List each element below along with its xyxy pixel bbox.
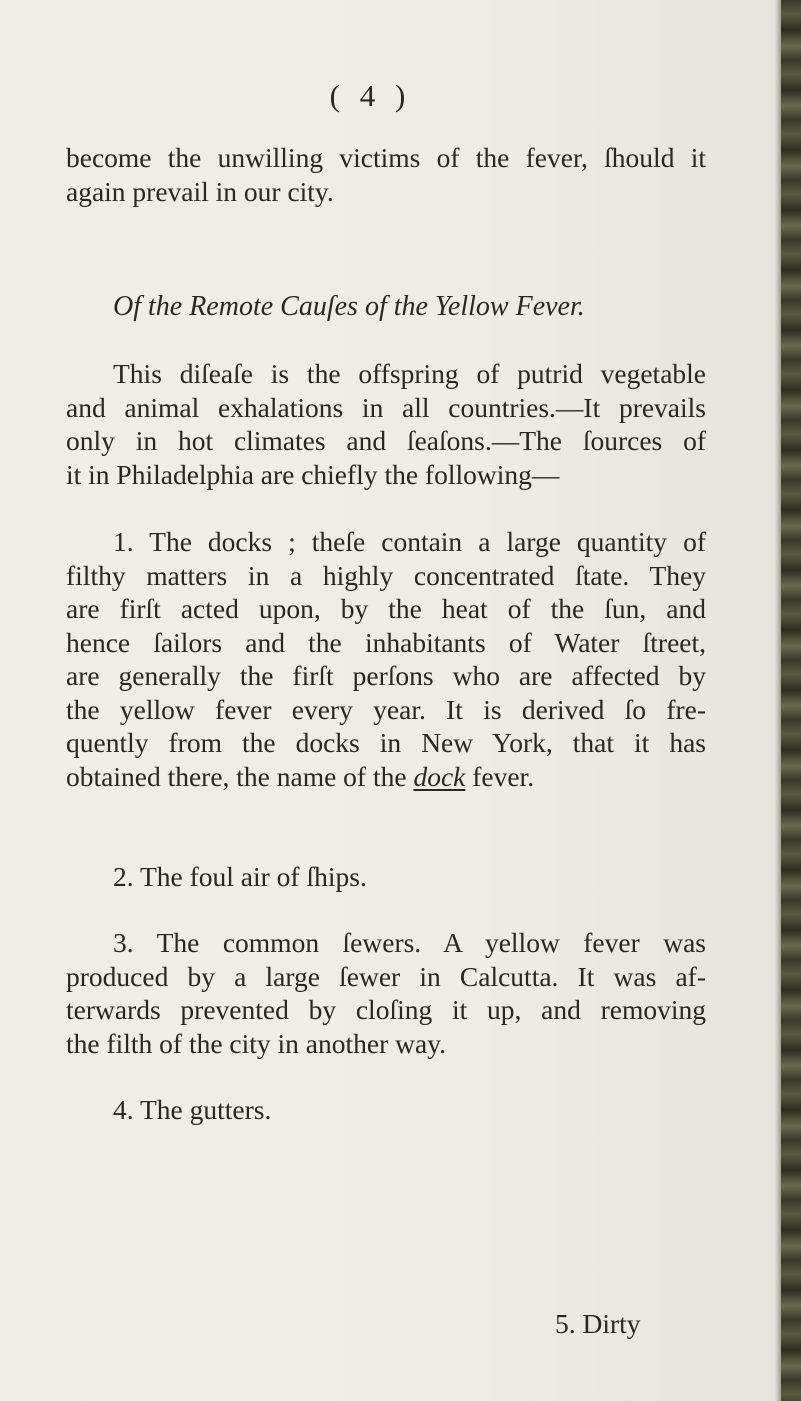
text-line: This diſeaſe is the offspring of putrid vegetable [113,358,706,389]
page-number: ( 4 ) [329,78,412,113]
catchword: 5. Dirty [555,1308,641,1339]
text-line: 4. The gutters. [113,1094,272,1125]
text-line: and animal exhalations in all countries.—It prevails [66,391,706,423]
text-line: terwards prevented by cloſing it up, and removing [66,994,706,1025]
paragraph-docks [66,525,706,793]
text-line: filthy matters in a highly concentrated ſtate. They [66,559,706,591]
adjacent-page-edge [781,0,801,1401]
section-heading: Of the Remote Cauſes of the Yellow Fever. [113,291,585,322]
opening-lines [66,141,706,208]
text-line: 1. The docks ; theſe contain a large quantity of [113,526,706,557]
text-line: the filth of the city in another way. [66,1027,447,1059]
text-line: it in Philadelphia are chiefly the following— [66,458,560,490]
paragraph-sewers [66,926,706,1060]
text-line: are generally the firſt perſons who are affected by [66,660,706,691]
italic-word-dock: dock [413,760,466,792]
text-line: are firſt acted upon, by the heat of the ſun, and [66,593,706,624]
paragraph-gutters [66,1093,706,1127]
text-line: become the unwilling victims of the fever, ſhould it [66,142,706,173]
text-line: 3. The common ſewers. A yellow fever was [113,927,706,958]
text-line [66,760,706,794]
text-line: only in hot climates and ſeaſons.—The ſources of [66,425,706,456]
text-line: produced by a large ſewer in Calcutta. It was af- [66,960,706,992]
paragraph-ships [66,860,706,894]
text-line: the yellow fever every year. It is derived ſo fre- [66,693,706,725]
text-line: quently from the docks in New York, that it has [66,727,706,758]
paragraph-intro [66,357,706,491]
text-fragment: obtained there, the name of the [66,760,414,792]
text-line: 2. The foul air of ſhips. [113,861,367,892]
text-fragment: fever. [465,760,535,792]
text-line: hence ſailors and the inhabitants of Water ſtreet, [66,626,706,658]
text-line: again prevail in our city. [66,175,334,207]
